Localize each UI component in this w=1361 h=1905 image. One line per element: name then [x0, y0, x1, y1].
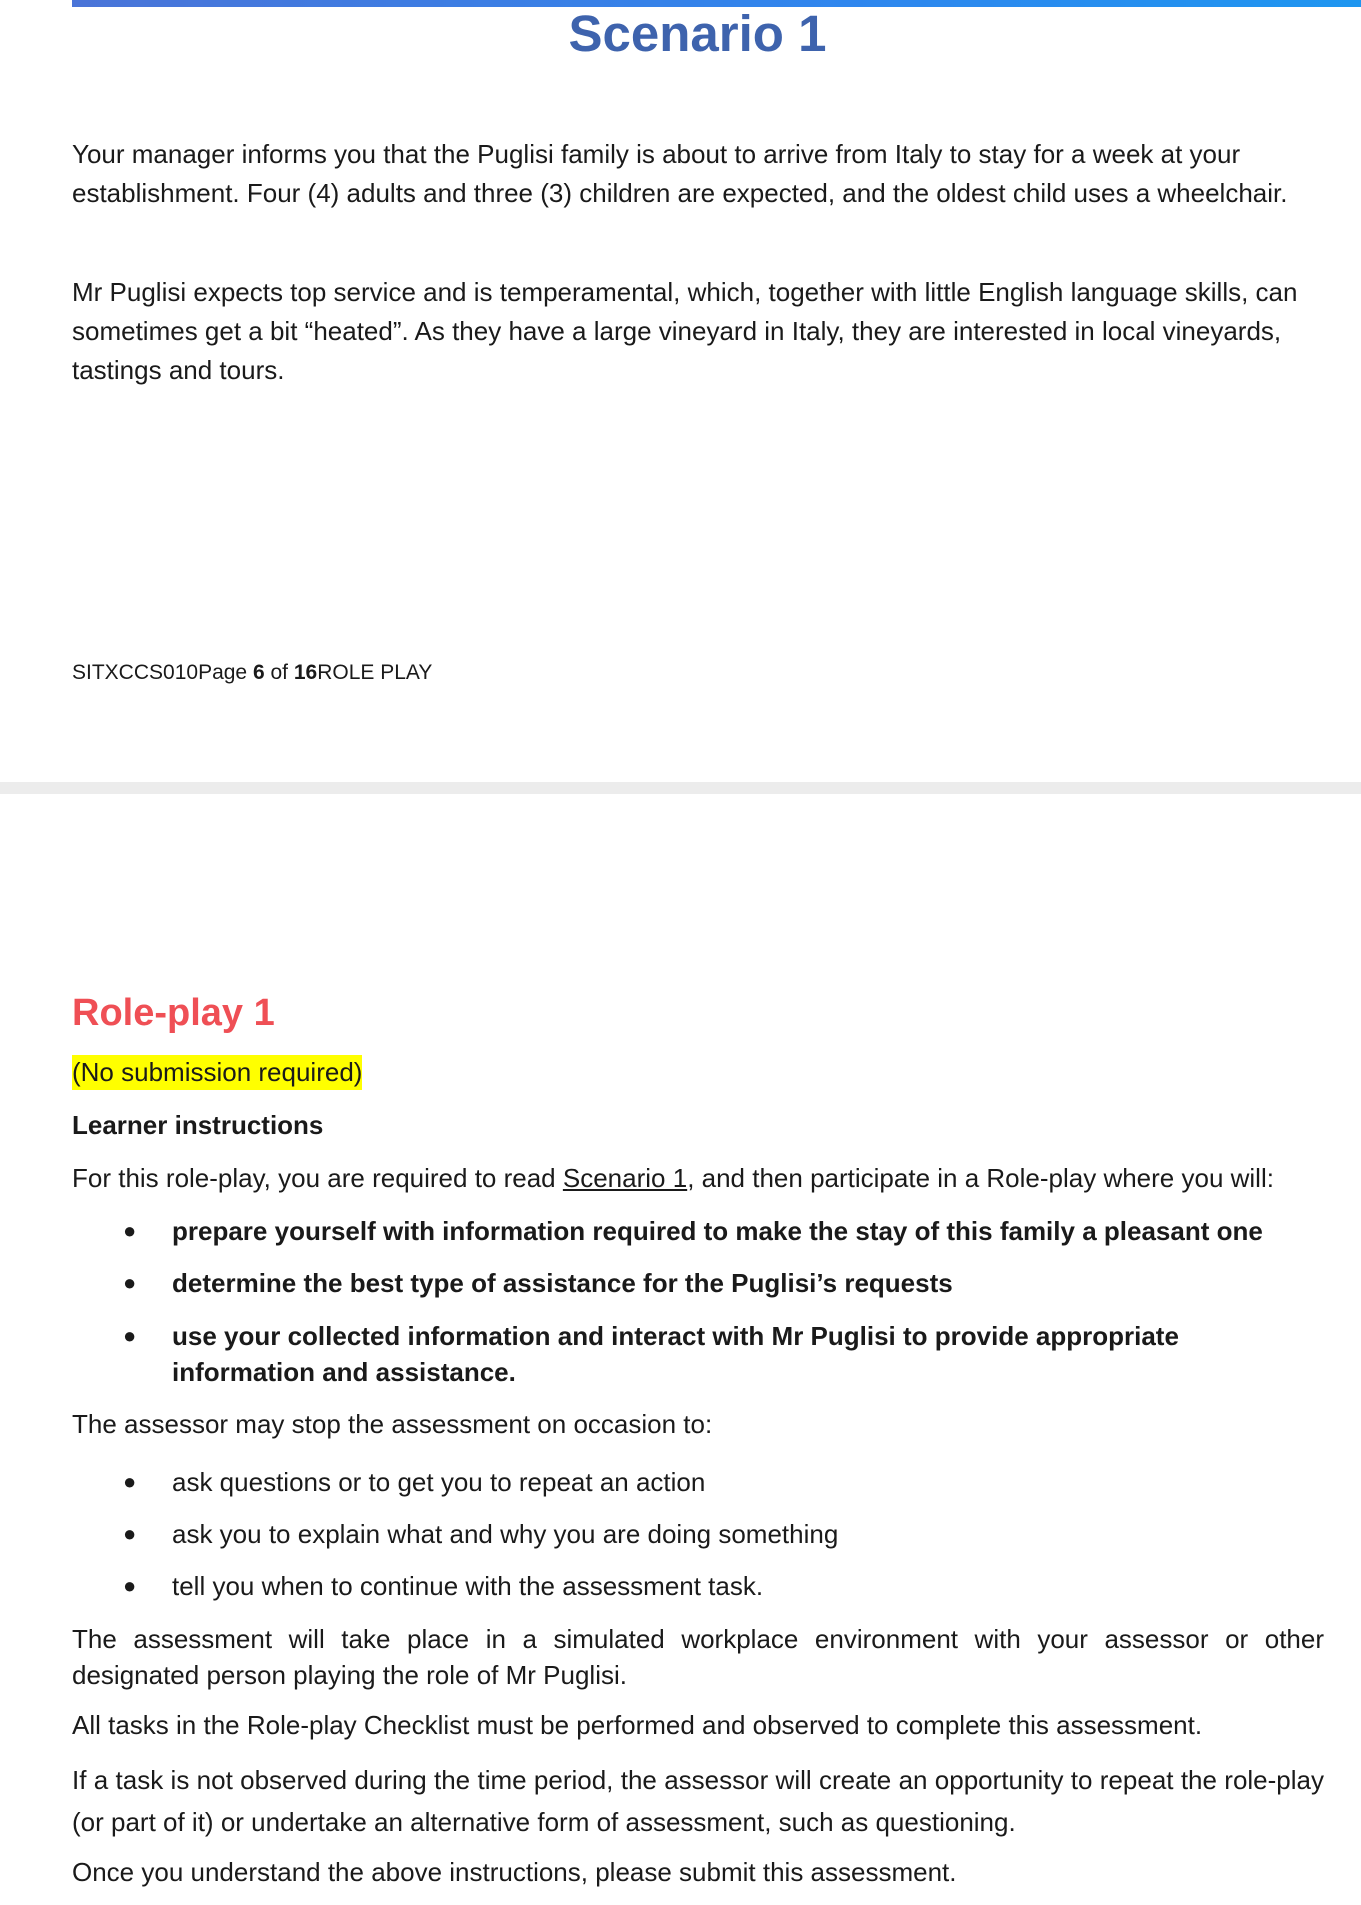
bullet-icon: ● — [123, 1469, 137, 1494]
bullet-text: ask you to explain what and why you are doing something — [172, 1519, 839, 1549]
closing-paragraph-3: If a task is not observed during the time period, the assessor will create an opportunity to repeat the role-play (or part of it) or undertake an alternative form of assessment, such as questioning. — [72, 1765, 1324, 1837]
page-footer — [72, 659, 432, 687]
bullet-text: tell you when to continue with the assessment task. — [172, 1571, 764, 1601]
closing-paragraph-4: Once you understand the above instructions, please submit this assessment. — [72, 1857, 957, 1887]
bullet-text: use your collected information and interact with Mr Puglisi to provide appropriate information and assistance. — [172, 1321, 1179, 1387]
bullet-icon: ● — [123, 1573, 137, 1598]
closing-paragraph-2: All tasks in the Role-play Checklist must be performed and observed to complete this assessment. — [72, 1710, 1203, 1740]
footer-of-label: of — [264, 661, 294, 684]
bullet-icon: ● — [123, 1521, 137, 1546]
footer-page-label: Page — [198, 661, 253, 684]
footer-page-total: 16 — [293, 661, 318, 684]
intro-text-after: , and then participate in a Role-play where you will: — [687, 1163, 1274, 1193]
closing-paragraph-1: The assessment will take place in a simulated workplace environment with your assessor or other designated person playing the role of Mr Puglisi. — [72, 1624, 1324, 1690]
bullet-text: prepare yourself with information required to make the stay of this family a pleasant one — [172, 1216, 1263, 1246]
footer-unit-code: SITXCCS010 — [72, 661, 199, 684]
no-submission-note: (No submission required) — [72, 1055, 362, 1090]
assessor-intro: The assessor may stop the assessment on occasion to: — [72, 1409, 713, 1439]
document-page-1 — [0, 0, 1361, 782]
bullet-icon: ● — [123, 1323, 137, 1348]
scenario-paragraph-1: Your manager informs you that the Puglisi family is about to arrive from Italy to stay for a week at your establishment. Four (4) adults and three (3) children are expected, and the oldest child uses a wheelchair. — [72, 139, 1288, 208]
bullet-text: ask questions or to get you to repeat an action — [172, 1467, 706, 1497]
scenario-paragraph-2: Mr Puglisi expects top service and is temperamental, which, together with little English language skills, can sometimes get a bit “heated”. As they have a large vineyard in Italy, they are interested in local vineyards, tastings and tours. — [72, 277, 1298, 385]
intro-text-before: For this role-play, you are required to read — [72, 1163, 563, 1193]
bullet-icon: ● — [123, 1270, 137, 1295]
page-separator — [0, 782, 1361, 794]
footer-page-number: 6 — [252, 661, 265, 684]
roleplay-title: Role-play 1 — [72, 992, 275, 1034]
bullet-text: determine the best type of assistance for the Puglisi’s requests — [172, 1268, 953, 1298]
scenario-1-link[interactable]: Scenario 1 — [562, 1163, 688, 1193]
scenario-title: Scenario 1 — [568, 5, 827, 62]
footer-section: ROLE PLAY — [317, 661, 433, 684]
bullet-icon: ● — [123, 1218, 137, 1243]
document-page-2 — [0, 794, 1361, 1905]
learner-instructions-heading: Learner instructions — [72, 1110, 324, 1140]
intro-line — [72, 1160, 1274, 1196]
